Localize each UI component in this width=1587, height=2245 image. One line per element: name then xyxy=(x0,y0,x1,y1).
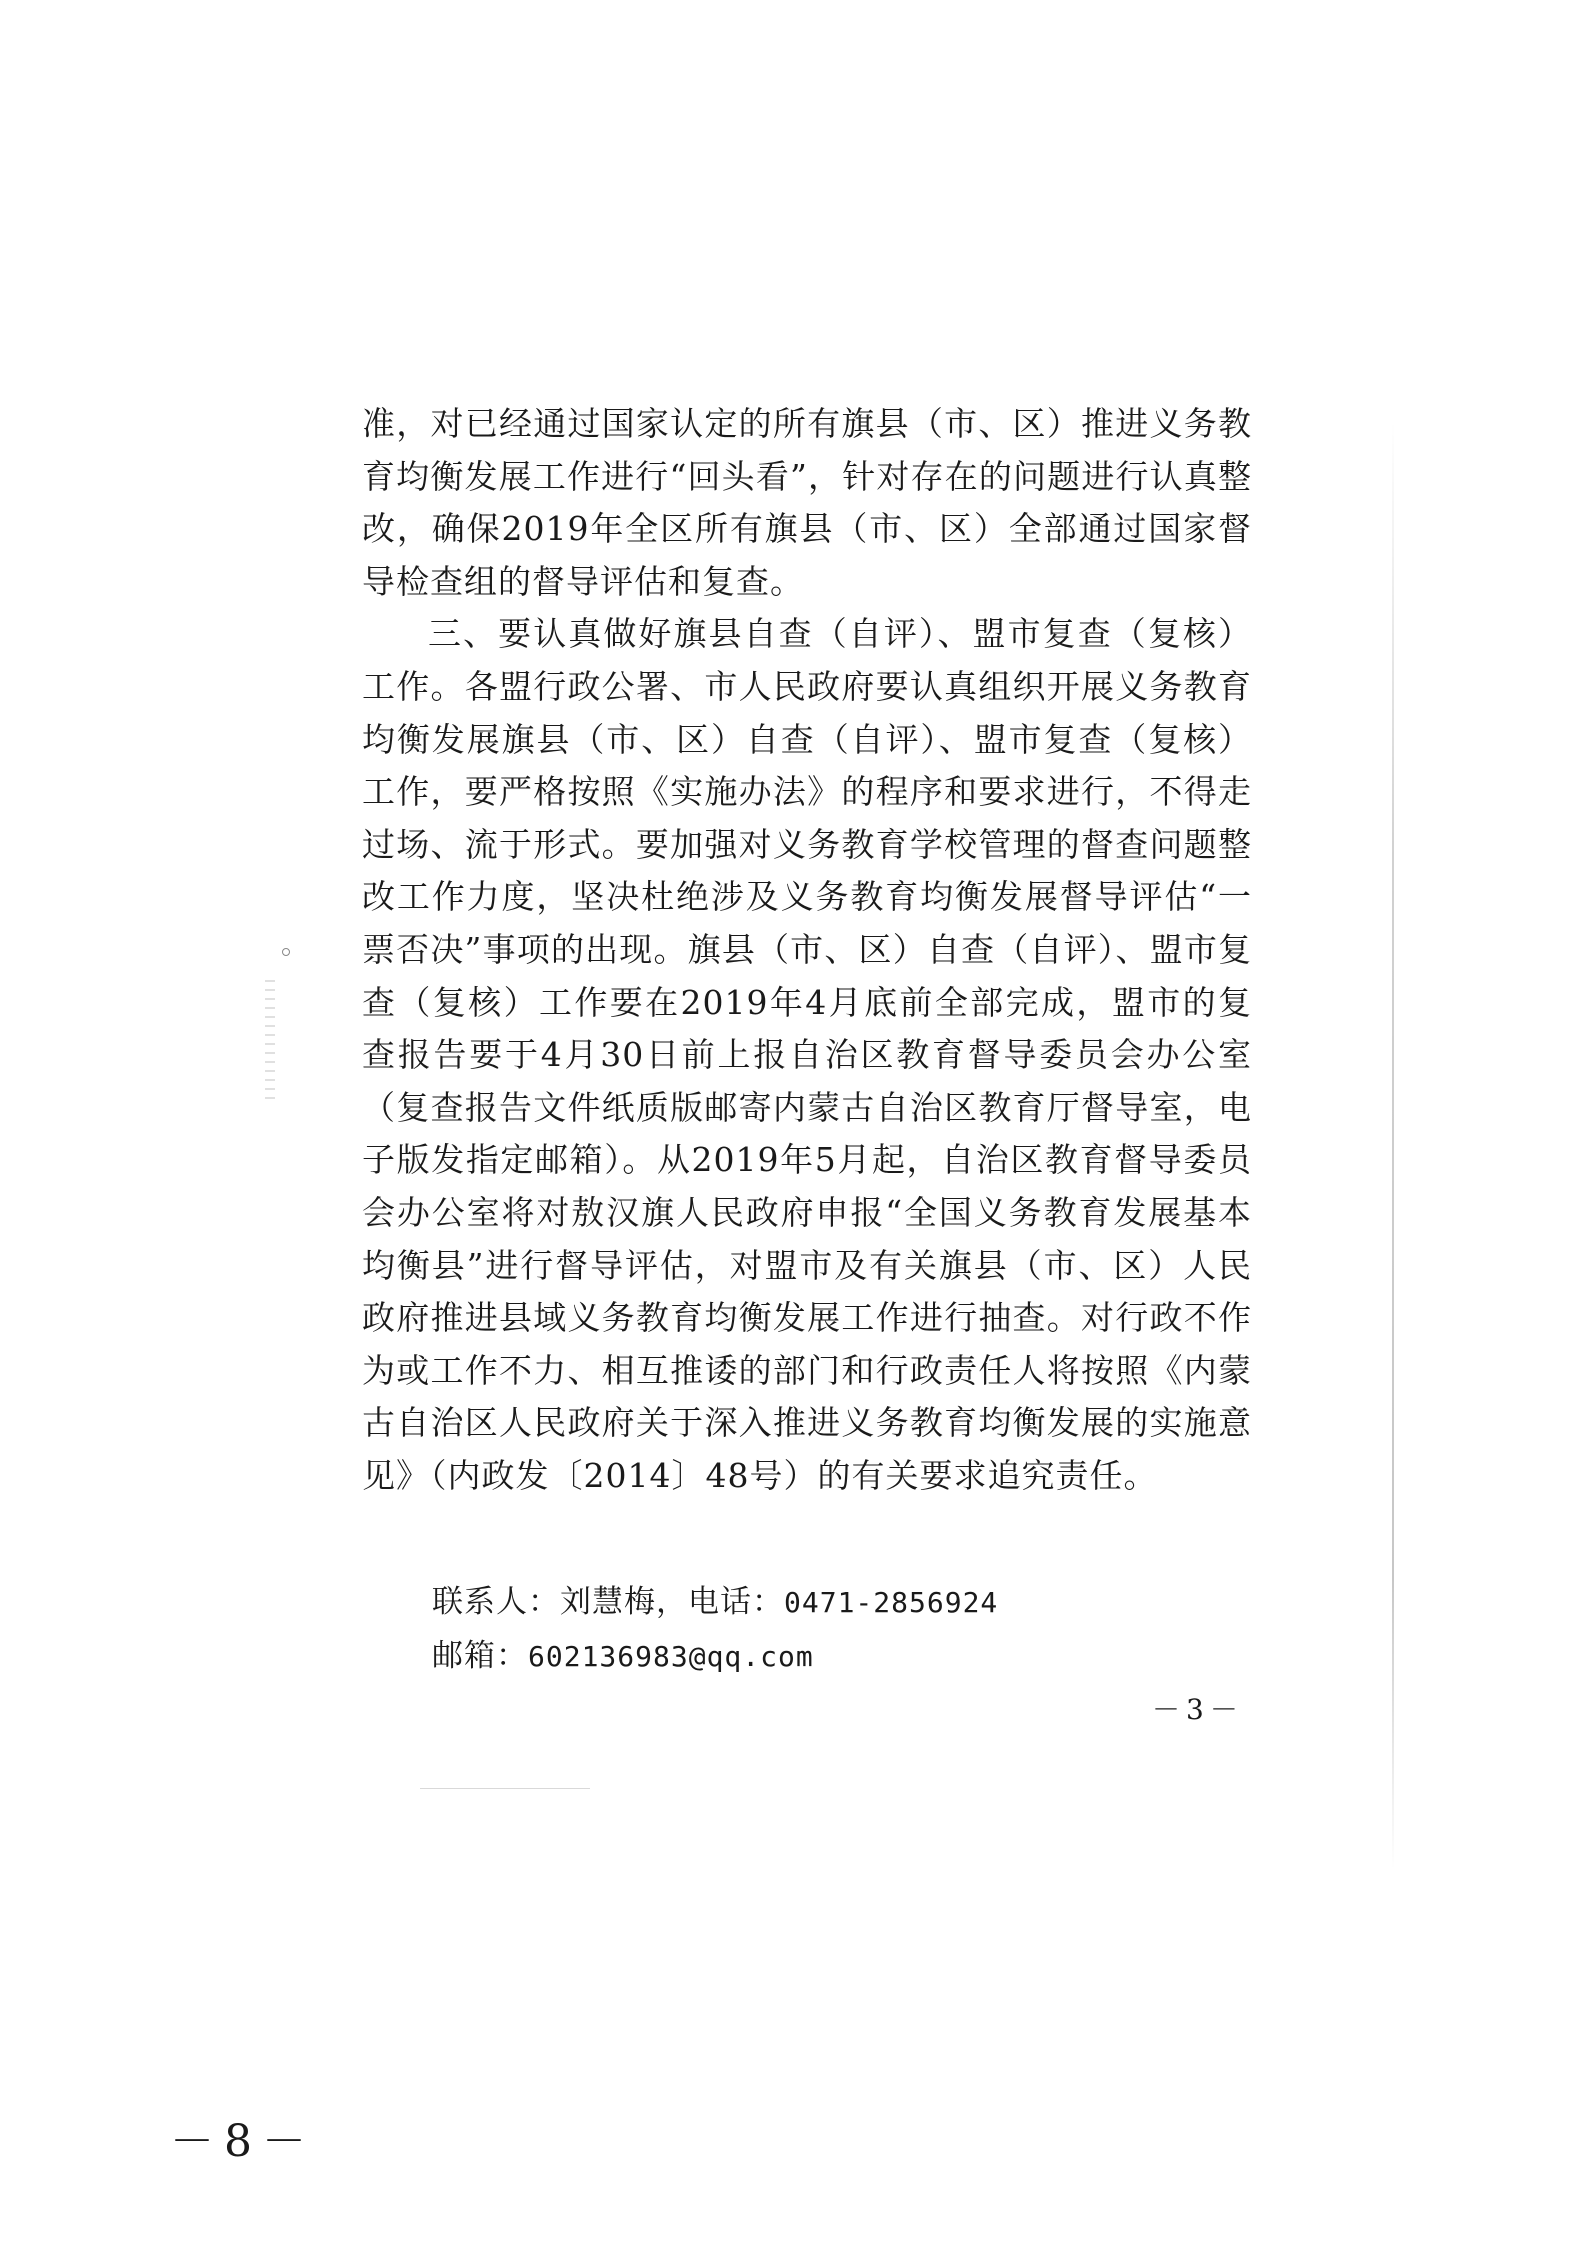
contact-person-label: 联系人： xyxy=(432,1584,560,1620)
outer-page-number: －8－ xyxy=(170,2116,316,2167)
inner-page-number: －3－ xyxy=(1152,1693,1244,1726)
contact-email-label: 邮箱： xyxy=(432,1638,528,1674)
contact-person-name: 刘慧梅， xyxy=(560,1584,688,1620)
contact-email: 602136983@qq.com xyxy=(528,1640,814,1673)
paragraph-section-three: 三、要认真做好旗县自查（自评）、盟市复查（复核）工作。各盟行政公署、市人民政府要认真组织开展义务教育均衡发展旗县（市、区）自查（自评）、盟市复查（复核）工作，要严格按照《实施办法》的程序和要求进行，不得走过场、流于形式。要加强对义务教育学校管理的督查问题整改工作力度，坚决杜绝涉及义务教育均衡发展督导评估“一票否决”事项的出现。旗县（市、区）自查（自评）、盟市复查（复核）工作要在2019年4月底前全部完成，盟市的复查报告要于4月30日前上报自治区教育督导委员会办公室（复查报告文件纸质版邮寄内蒙古自治区教育厅督导室，电子版发指定邮箱）。从2019年5月起，自治区教育督导委员会办公室将对敖汉旗人民政府申报“全国义务教育发展基本均衡县”进行督导评估，对盟市及有关旗县（市、区）人民政府推进县域义务教育均衡发展工作进行抽查。对行政不作为或工作不力、相互推诿的部门和行政责任人将按照《内蒙古自治区人民政府关于深入推进义务教育均衡发展的实施意见》（内政发〔2014〕48号）的有关要求追究责任。 xyxy=(362,614,1252,1495)
scan-artifact-dot xyxy=(282,948,290,956)
contact-phone-label: 电话： xyxy=(688,1584,784,1620)
scan-edge-shadow xyxy=(1392,420,1394,1870)
document-body xyxy=(362,398,1252,1502)
contact-email-line xyxy=(432,1630,814,1675)
scan-artifact-line xyxy=(420,1788,590,1789)
paragraph-continuation: 准，对已经通过国家认定的所有旗县（市、区）推进义务教育均衡发展工作进行“回头看”，针对存在的问题进行认真整改，确保2019年全区所有旗县（市、区）全部通过国家督导检查组的督导评估和复查。 xyxy=(362,404,1252,601)
contact-phone: 0471-2856924 xyxy=(784,1586,999,1619)
scan-artifact-specks xyxy=(265,980,275,1100)
contact-person-line xyxy=(432,1576,998,1621)
